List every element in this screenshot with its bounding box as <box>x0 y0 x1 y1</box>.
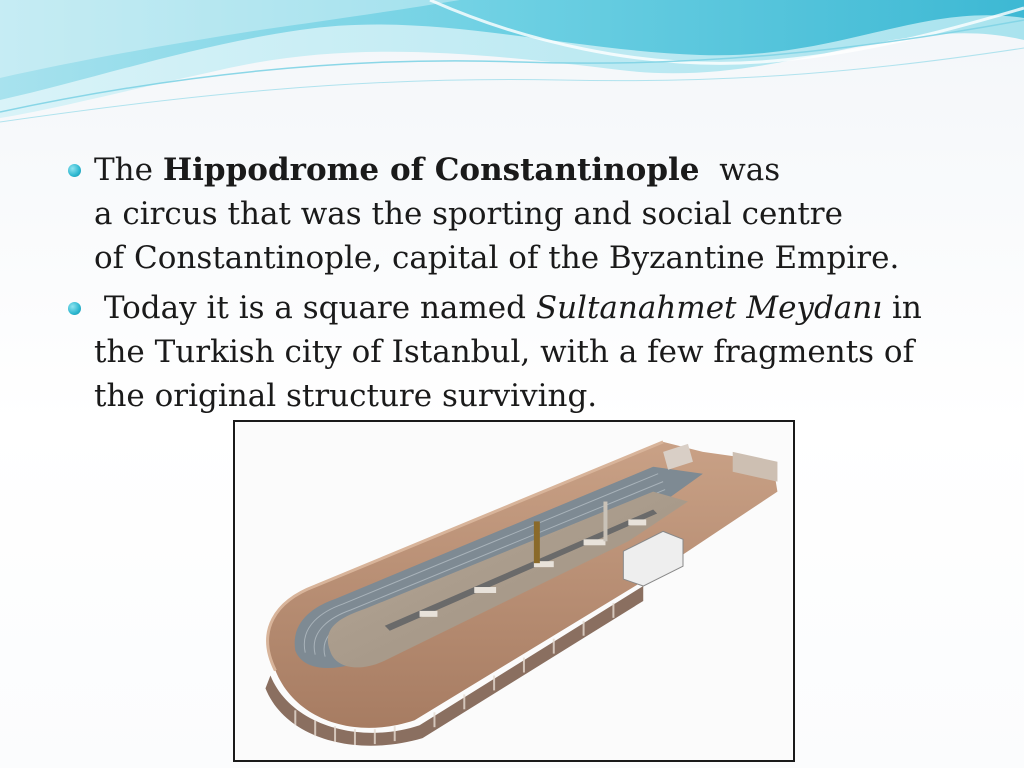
bullet-dot-icon <box>68 302 81 315</box>
hippodrome-model-image <box>235 422 793 760</box>
sultanahmet-term: Sultanahmet Meydanı <box>535 290 883 326</box>
header-wave-decoration <box>0 0 1024 130</box>
bullet-1-line-2: a circus that was the sporting and social centre <box>94 196 843 232</box>
hippodrome-term: Hippodrome of Constantinople <box>162 152 700 188</box>
hippodrome-illustration <box>233 420 795 762</box>
bullet-dot-icon <box>68 164 81 177</box>
bullet-2-text-start: Today it is a square named <box>94 290 536 326</box>
bullet-2-line-3: the original structure surviving. <box>94 378 598 414</box>
bullet-1-text-start: The <box>94 152 163 188</box>
bullet-1-text-end: was <box>699 152 781 188</box>
bullet-item-today <box>62 286 942 418</box>
bullet-item-hippodrome <box>62 148 942 280</box>
bullet-2-text-end: in <box>882 290 922 326</box>
bullet-1-line-3: of Constantinople, capital of the Byzantine Empire. <box>94 240 900 276</box>
bullet-2-line-2: the Turkish city of Istanbul, with a few fragments of <box>94 334 915 370</box>
bullet-list <box>62 148 942 424</box>
